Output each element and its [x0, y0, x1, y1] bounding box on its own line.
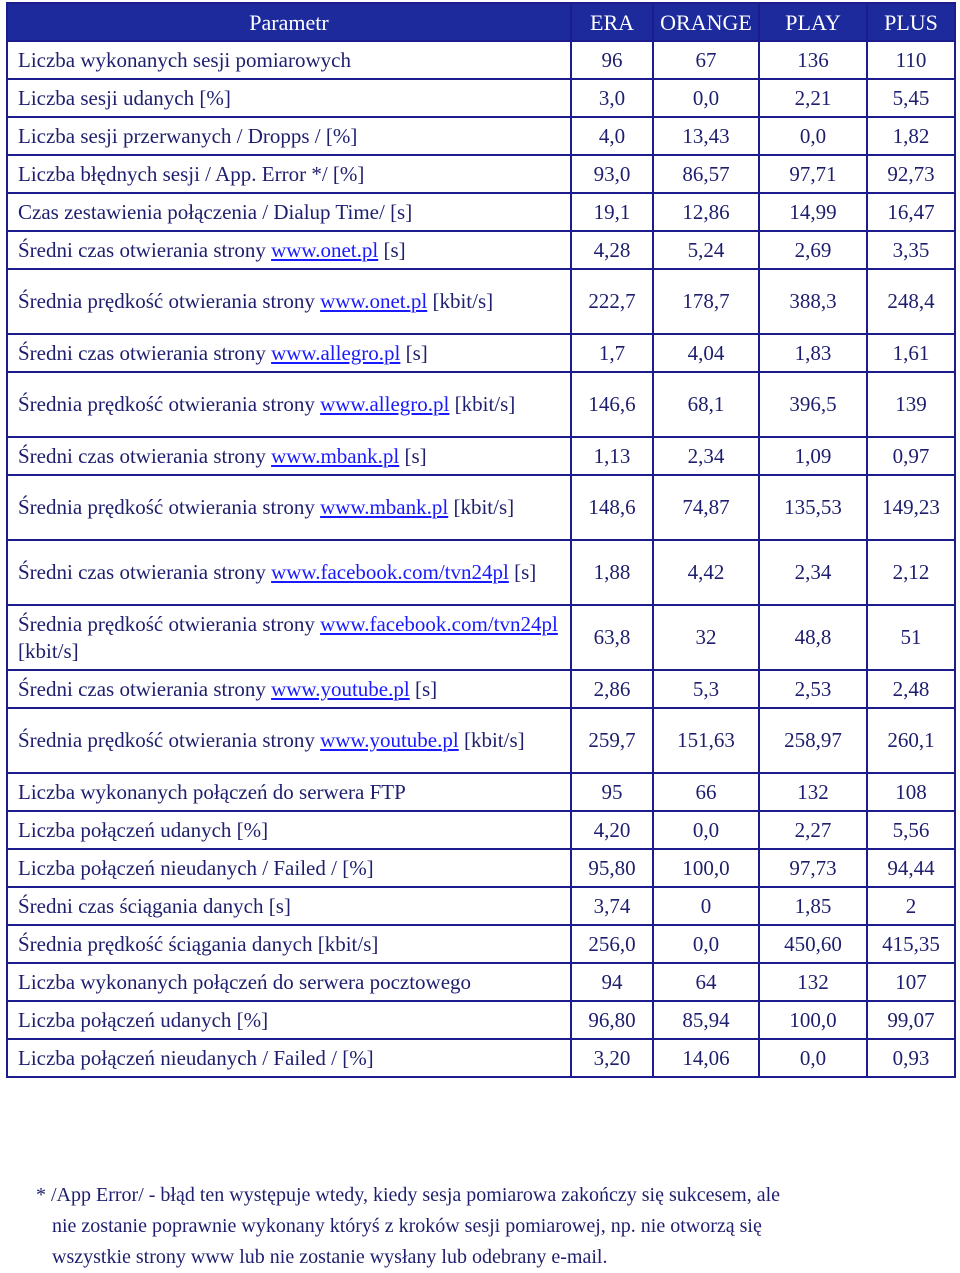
value-plus: 2 [867, 887, 955, 925]
site-link[interactable]: www.facebook.com/tvn24pl [320, 611, 558, 636]
value-play: 2,69 [759, 231, 867, 269]
value-orange: 14,06 [653, 1039, 759, 1077]
param-cell [7, 372, 571, 437]
table-row [7, 372, 955, 437]
value-play: 258,97 [759, 708, 867, 773]
value-play: 0,0 [759, 1039, 867, 1077]
param-unit: [s] [378, 237, 406, 262]
results-table [6, 2, 956, 1078]
value-plus: 3,35 [867, 231, 955, 269]
param-unit: [kbit/s] [458, 728, 525, 752]
table-row [7, 117, 955, 155]
value-era: 256,0 [571, 925, 653, 963]
table-row [7, 811, 955, 849]
table-row [7, 540, 955, 605]
param-label: Średnia prędkość otwierania strony [18, 289, 321, 313]
param-label: Liczba połączeń nieudanych / Failed / [%] [18, 855, 374, 880]
table-row [7, 963, 955, 1001]
value-era: 1,7 [571, 334, 653, 372]
value-play: 450,60 [759, 925, 867, 963]
value-plus: 1,61 [867, 334, 955, 372]
param-label: Średni czas otwierania strony [18, 443, 272, 468]
value-play: 2,53 [759, 670, 867, 708]
header-row [7, 3, 955, 41]
value-orange: 2,34 [653, 437, 759, 475]
value-era: 95 [571, 773, 653, 811]
param-label: Średni czas ściągania danych [s] [18, 893, 291, 918]
param-label: Średni czas otwierania strony [18, 676, 272, 701]
value-era: 3,74 [571, 887, 653, 925]
value-play: 97,71 [759, 155, 867, 193]
value-era: 259,7 [571, 708, 653, 773]
table-row [7, 670, 955, 708]
param-label: Średnia prędkość otwierania strony [18, 392, 321, 416]
param-cell [7, 708, 571, 773]
value-play: 1,09 [759, 437, 867, 475]
site-link[interactable]: www.youtube.pl [271, 676, 410, 701]
value-plus: 99,07 [867, 1001, 955, 1039]
param-cell [7, 1039, 571, 1077]
header-parametr: Parametr [7, 3, 571, 41]
param-label: Średnia prędkość otwierania strony [18, 495, 321, 519]
param-label: Liczba wykonanych połączeń do serwera FTP [18, 779, 406, 804]
value-plus: 107 [867, 963, 955, 1001]
value-play: 1,83 [759, 334, 867, 372]
value-plus: 92,73 [867, 155, 955, 193]
param-unit: [kbit/s] [449, 392, 516, 416]
header-play: PLAY [759, 3, 867, 41]
param-unit: [kbit/s] [427, 289, 494, 313]
value-era: 148,6 [571, 475, 653, 540]
param-label: Liczba połączeń udanych [%] [18, 1007, 269, 1032]
value-plus: 94,44 [867, 849, 955, 887]
value-plus: 51 [867, 605, 955, 670]
value-era: 1,88 [571, 540, 653, 605]
value-play: 388,3 [759, 269, 867, 334]
value-plus: 415,35 [867, 925, 955, 963]
param-label: Liczba wykonanych sesji pomiarowych [18, 47, 351, 72]
table-body [7, 41, 955, 1077]
value-era: 94 [571, 963, 653, 1001]
table-row [7, 437, 955, 475]
param-cell [7, 1001, 571, 1039]
param-cell [7, 811, 571, 849]
value-era: 3,20 [571, 1039, 653, 1077]
value-plus: 110 [867, 41, 955, 79]
value-orange: 13,43 [653, 117, 759, 155]
param-label: Średnia prędkość ściągania danych [kbit/s] [18, 931, 379, 956]
param-label: Średnia prędkość otwierania strony [18, 728, 321, 752]
value-orange: 68,1 [653, 372, 759, 437]
site-link[interactable]: www.onet.pl [320, 289, 428, 313]
value-plus: 16,47 [867, 193, 955, 231]
value-plus: 0,93 [867, 1039, 955, 1077]
footnote-line: wszystkie strony www lub nie zostanie wysłany lub odebrany e-mail. [52, 1246, 608, 1268]
value-play: 100,0 [759, 1001, 867, 1039]
value-era: 96,80 [571, 1001, 653, 1039]
table-row [7, 605, 955, 670]
param-label: Liczba połączeń udanych [%] [18, 817, 269, 842]
value-play: 136 [759, 41, 867, 79]
param-cell [7, 334, 571, 372]
header-orange: ORANGE [653, 3, 759, 41]
param-unit: [s] [508, 560, 537, 584]
value-orange: 0 [653, 887, 759, 925]
value-plus: 0,97 [867, 437, 955, 475]
value-plus: 5,45 [867, 79, 955, 117]
value-orange: 64 [653, 963, 759, 1001]
value-play: 132 [759, 963, 867, 1001]
table-row [7, 475, 955, 540]
value-plus: 260,1 [867, 708, 955, 773]
table-row [7, 155, 955, 193]
param-label: Liczba sesji przerwanych / Dropps / [%] [18, 123, 358, 148]
table-row [7, 708, 955, 773]
value-orange: 151,63 [653, 708, 759, 773]
value-orange: 178,7 [653, 269, 759, 334]
value-plus: 5,56 [867, 811, 955, 849]
value-play: 2,27 [759, 811, 867, 849]
value-play: 135,53 [759, 475, 867, 540]
value-orange: 67 [653, 41, 759, 79]
table-row [7, 773, 955, 811]
value-plus: 2,12 [867, 540, 955, 605]
value-era: 2,86 [571, 670, 653, 708]
value-play: 2,34 [759, 540, 867, 605]
site-link[interactable]: www.mbank.pl [320, 495, 449, 519]
table-row [7, 193, 955, 231]
value-plus: 139 [867, 372, 955, 437]
param-cell [7, 269, 571, 334]
param-cell [7, 925, 571, 963]
value-orange: 74,87 [653, 475, 759, 540]
value-orange: 12,86 [653, 193, 759, 231]
param-cell [7, 773, 571, 811]
param-cell [7, 437, 571, 475]
param-label: Średnia prędkość otwierania strony [18, 611, 321, 636]
footnote-line: nie zostanie poprawnie wykonany któryś z kroków sesji pomiarowej, np. nie otworzą się [52, 1215, 762, 1237]
value-era: 222,7 [571, 269, 653, 334]
value-play: 48,8 [759, 605, 867, 670]
value-era: 3,0 [571, 79, 653, 117]
value-plus: 2,48 [867, 670, 955, 708]
param-cell [7, 887, 571, 925]
value-play: 14,99 [759, 193, 867, 231]
value-orange: 0,0 [653, 925, 759, 963]
param-cell [7, 963, 571, 1001]
param-label: Liczba błędnych sesji / App. Error */ [%] [18, 161, 365, 186]
value-era: 4,20 [571, 811, 653, 849]
param-unit: [kbit/s] [448, 495, 515, 519]
param-cell [7, 79, 571, 117]
param-cell [7, 117, 571, 155]
value-era: 93,0 [571, 155, 653, 193]
value-orange: 86,57 [653, 155, 759, 193]
table-header [7, 3, 955, 41]
param-unit: [s] [399, 443, 427, 468]
value-orange: 100,0 [653, 849, 759, 887]
param-cell [7, 231, 571, 269]
table-row [7, 231, 955, 269]
value-plus: 149,23 [867, 475, 955, 540]
param-cell [7, 540, 571, 605]
footnote-line: * /App Error/ - błąd ten występuje wtedy, kiedy sesja pomiarowa zakończy się sukcesem, ale [36, 1184, 781, 1206]
param-label: Czas zestawienia połączenia / Dialup Time/ [s] [18, 199, 413, 224]
header-era: ERA [571, 3, 653, 41]
param-label: Liczba sesji udanych [%] [18, 85, 231, 110]
value-play: 396,5 [759, 372, 867, 437]
site-link[interactable]: www.facebook.com/tvn24pl [271, 560, 509, 584]
value-orange: 85,94 [653, 1001, 759, 1039]
value-orange: 4,04 [653, 334, 759, 372]
param-cell [7, 41, 571, 79]
value-orange: 0,0 [653, 79, 759, 117]
param-cell [7, 605, 571, 670]
param-cell [7, 670, 571, 708]
value-era: 95,80 [571, 849, 653, 887]
value-era: 96 [571, 41, 653, 79]
param-label: Liczba połączeń nieudanych / Failed / [%] [18, 1045, 374, 1070]
value-era: 146,6 [571, 372, 653, 437]
value-orange: 0,0 [653, 811, 759, 849]
site-link[interactable]: www.mbank.pl [271, 443, 400, 468]
table-row [7, 269, 955, 334]
site-link[interactable]: www.allegro.pl [320, 392, 450, 416]
site-link[interactable]: www.onet.pl [271, 237, 379, 262]
value-era: 4,28 [571, 231, 653, 269]
value-era: 1,13 [571, 437, 653, 475]
table-row [7, 1039, 955, 1077]
footnote [36, 1180, 936, 1273]
table-row [7, 925, 955, 963]
param-cell [7, 849, 571, 887]
value-era: 19,1 [571, 193, 653, 231]
value-play: 0,0 [759, 117, 867, 155]
table-row [7, 849, 955, 887]
param-label: Liczba wykonanych połączeń do serwera pocztowego [18, 969, 472, 994]
table-row [7, 334, 955, 372]
param-label: Średni czas otwierania strony [18, 237, 272, 262]
param-unit: [s] [400, 340, 428, 365]
value-play: 2,21 [759, 79, 867, 117]
site-link[interactable]: www.allegro.pl [271, 340, 401, 365]
table-row [7, 79, 955, 117]
param-label: Średni czas otwierania strony [18, 560, 272, 584]
value-orange: 5,3 [653, 670, 759, 708]
value-play: 1,85 [759, 887, 867, 925]
value-orange: 4,42 [653, 540, 759, 605]
value-plus: 1,82 [867, 117, 955, 155]
header-plus: PLUS [867, 3, 955, 41]
param-cell [7, 193, 571, 231]
value-plus: 108 [867, 773, 955, 811]
param-unit: [s] [409, 676, 438, 701]
value-orange: 32 [653, 605, 759, 670]
value-orange: 5,24 [653, 231, 759, 269]
param-cell [7, 155, 571, 193]
table-row [7, 887, 955, 925]
param-unit: [kbit/s] [18, 638, 79, 663]
value-era: 63,8 [571, 605, 653, 670]
param-label: Średni czas otwierania strony [18, 340, 272, 365]
table-row [7, 1001, 955, 1039]
value-play: 97,73 [759, 849, 867, 887]
value-orange: 66 [653, 773, 759, 811]
site-link[interactable]: www.youtube.pl [320, 728, 459, 752]
value-play: 132 [759, 773, 867, 811]
param-cell [7, 475, 571, 540]
value-plus: 248,4 [867, 269, 955, 334]
table-row [7, 41, 955, 79]
value-era: 4,0 [571, 117, 653, 155]
